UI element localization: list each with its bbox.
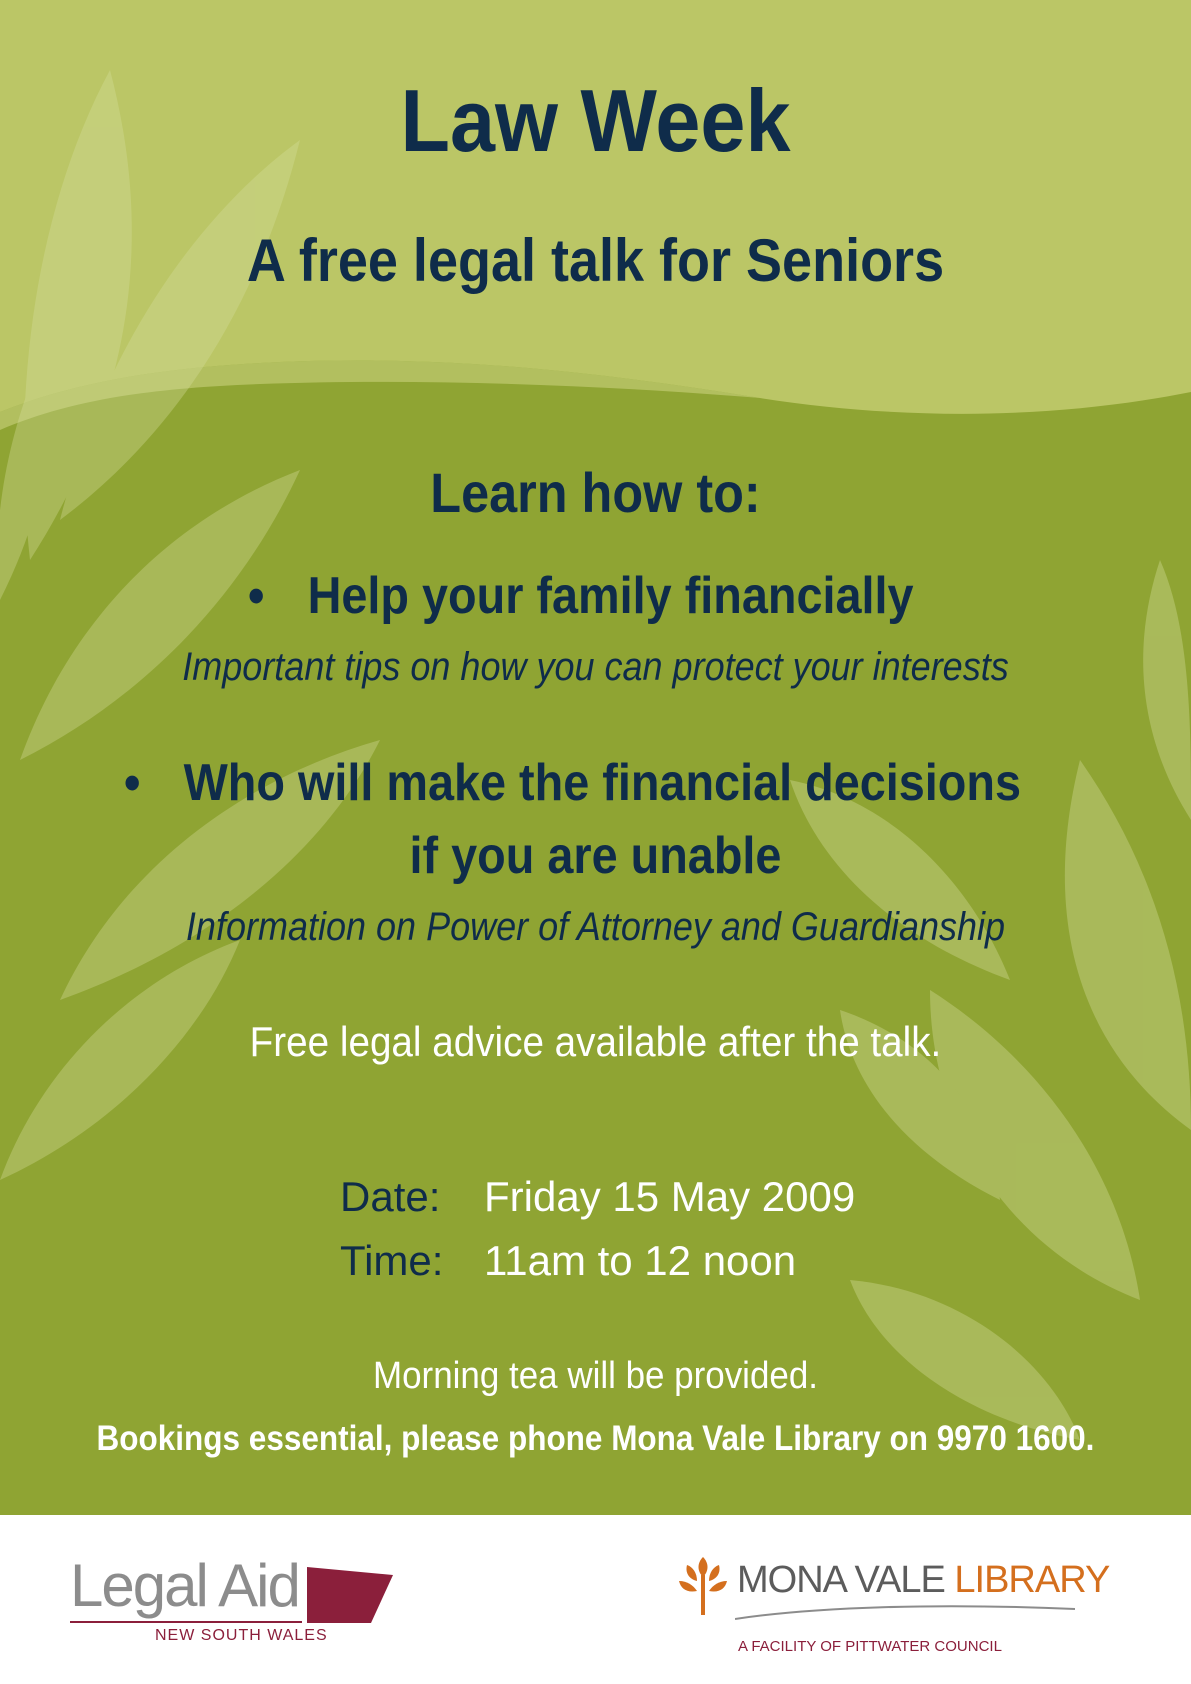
legal-aid-logo [70,1545,390,1655]
time-value: 11am to 12 noon [484,1237,797,1284]
advice-note: Free legal advice available after the talk. [249,1018,942,1065]
bullet-text: Help your family financially [307,567,914,625]
bullet-item-2 [124,753,1021,813]
library-subline: A FACILITY OF PITTWATER COUNCIL [738,1638,1002,1655]
library-swoosh [735,1603,1075,1623]
date-value: Friday 15 May 2009 [484,1173,856,1220]
nsw-map-shape-icon [305,1565,395,1625]
legal-aid-rule [70,1621,302,1623]
learn-heading: Learn how to: [430,461,761,524]
tea-note: Morning tea will be provided. [372,1355,818,1397]
bullet-item-1 [248,566,914,626]
time-label: Time: [340,1237,444,1284]
poster-subtitle: A free legal talk for Seniors [246,227,945,294]
bullet-text: Who will make the financial decisions [183,754,1022,812]
bullet-icon: • [248,567,265,625]
bullet-icon: • [124,754,141,812]
bullet-detail-2: Information on Power of Attorney and Guardianship [185,905,1006,949]
booking-note: Bookings essential, please phone Mona Vale Library on 9970 1600. [96,1419,1095,1458]
legal-aid-subline: NEW SOUTH WALES [155,1627,328,1644]
bullet-detail-1: Important tips on how you can protect your interests [182,645,1009,689]
library-name: MONA VALE LIBRARY [737,1559,1110,1601]
tree-icon [675,1553,731,1617]
footer-logos [0,1515,1191,1684]
legal-aid-wordmark: Legal Aid [70,1552,299,1619]
bullet-text-line-2: if you are unable [409,827,782,885]
mona-vale-library-logo [675,1545,1115,1665]
date-label: Date: [340,1173,441,1220]
poster-title: Law Week [400,71,791,170]
